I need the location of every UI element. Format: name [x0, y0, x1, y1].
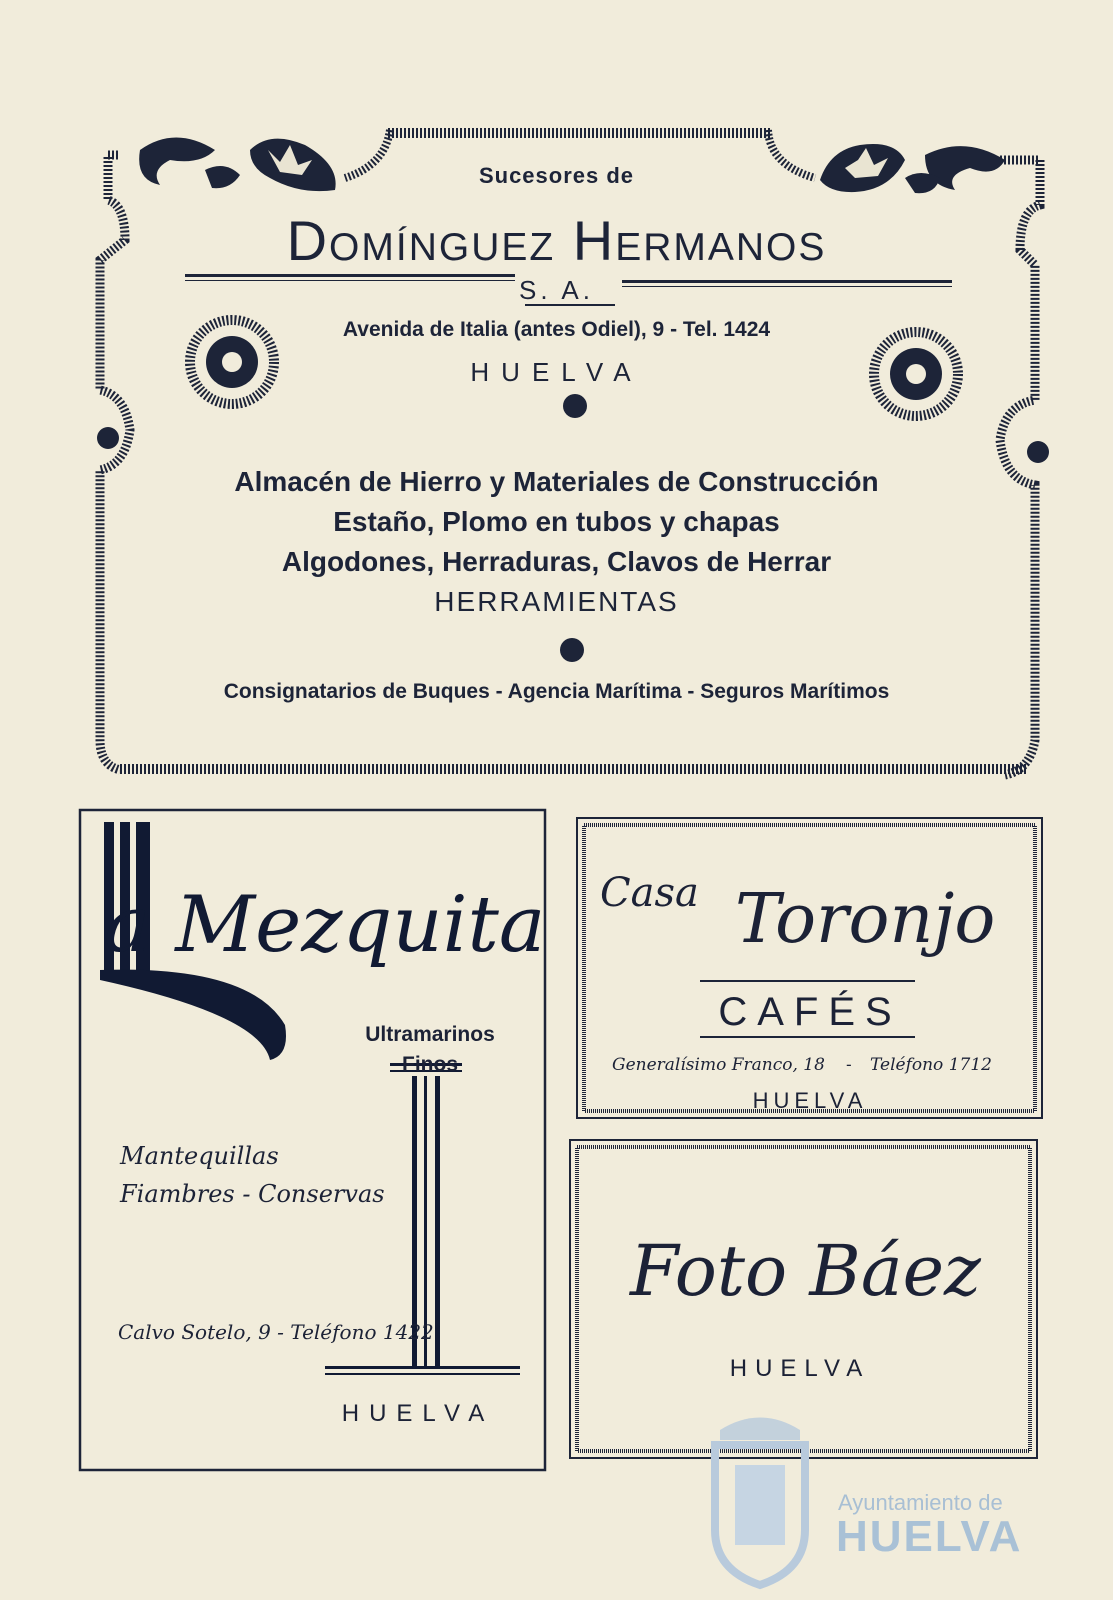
toronjo-casa: Casa: [600, 870, 699, 916]
product-line-3: Algodones, Herraduras, Clavos de Herrar: [281, 546, 832, 577]
company-name: Domínguez Hermanos: [286, 209, 827, 272]
toronjo-name: Toronjo: [735, 880, 996, 959]
coat-of-arms-watermark: [700, 1400, 820, 1590]
mezquita-products-2: Fiambres - Conservas: [120, 1180, 385, 1208]
foto-name: Foto Báez: [630, 1230, 981, 1312]
watermark-text: Ayuntamiento de: [838, 1490, 1003, 1515]
watermark-city: HUELVA: [836, 1512, 1023, 1561]
mezquita-products-1: Mantequillas: [120, 1142, 279, 1170]
rule-below-cafes: [700, 1036, 915, 1038]
frame-top-bar: [388, 128, 770, 138]
toronjo-phone: Teléfono 1712: [870, 1055, 992, 1075]
mezquita-title: a Mezquita: [104, 880, 546, 970]
side-dot-right: [1027, 441, 1049, 463]
mezquita-subtitle-1: Ultramarinos: [365, 1023, 495, 1046]
company-address: Avenida de Italia (antes Odiel), 9 - Tel. 1424: [342, 318, 771, 341]
product-line-2: Estaño, Plomo en tubos y chapas: [333, 506, 780, 537]
company-city: HUELVA: [470, 357, 643, 387]
company-suffix: S. A.: [519, 275, 594, 305]
mezquita-subtitle-2: Finos: [402, 1053, 458, 1076]
company-prefix: Sucesores de: [478, 163, 635, 188]
toronjo-dash: -: [846, 1055, 852, 1074]
mezquita-subtitle: [330, 1020, 530, 1080]
mezquita-address: Calvo Sotelo, 9 - Teléfono 1422: [118, 1320, 434, 1344]
frame-bottom-bar: [118, 764, 1028, 774]
bullet-dot: [560, 638, 584, 662]
mezquita-city: HUELVA: [341, 1400, 495, 1427]
side-dot-left: [97, 427, 119, 449]
bullet-dot: [563, 394, 587, 418]
rule-above-cafes: [700, 980, 915, 982]
foto-city: HUELVA: [729, 1355, 871, 1382]
toronjo-city: HUELVA: [752, 1088, 868, 1113]
toronjo-address: Generalísimo Franco, 18: [612, 1055, 825, 1075]
product-line-1: Almacén de Hierro y Materiales de Construcción: [234, 466, 879, 497]
toronjo-product: CAFÉS: [718, 990, 902, 1034]
product-line-4: HERRAMIENTAS: [434, 586, 679, 617]
services-line: Consignatarios de Buques - Agencia Marítima - Seguros Marítimos: [223, 680, 890, 703]
